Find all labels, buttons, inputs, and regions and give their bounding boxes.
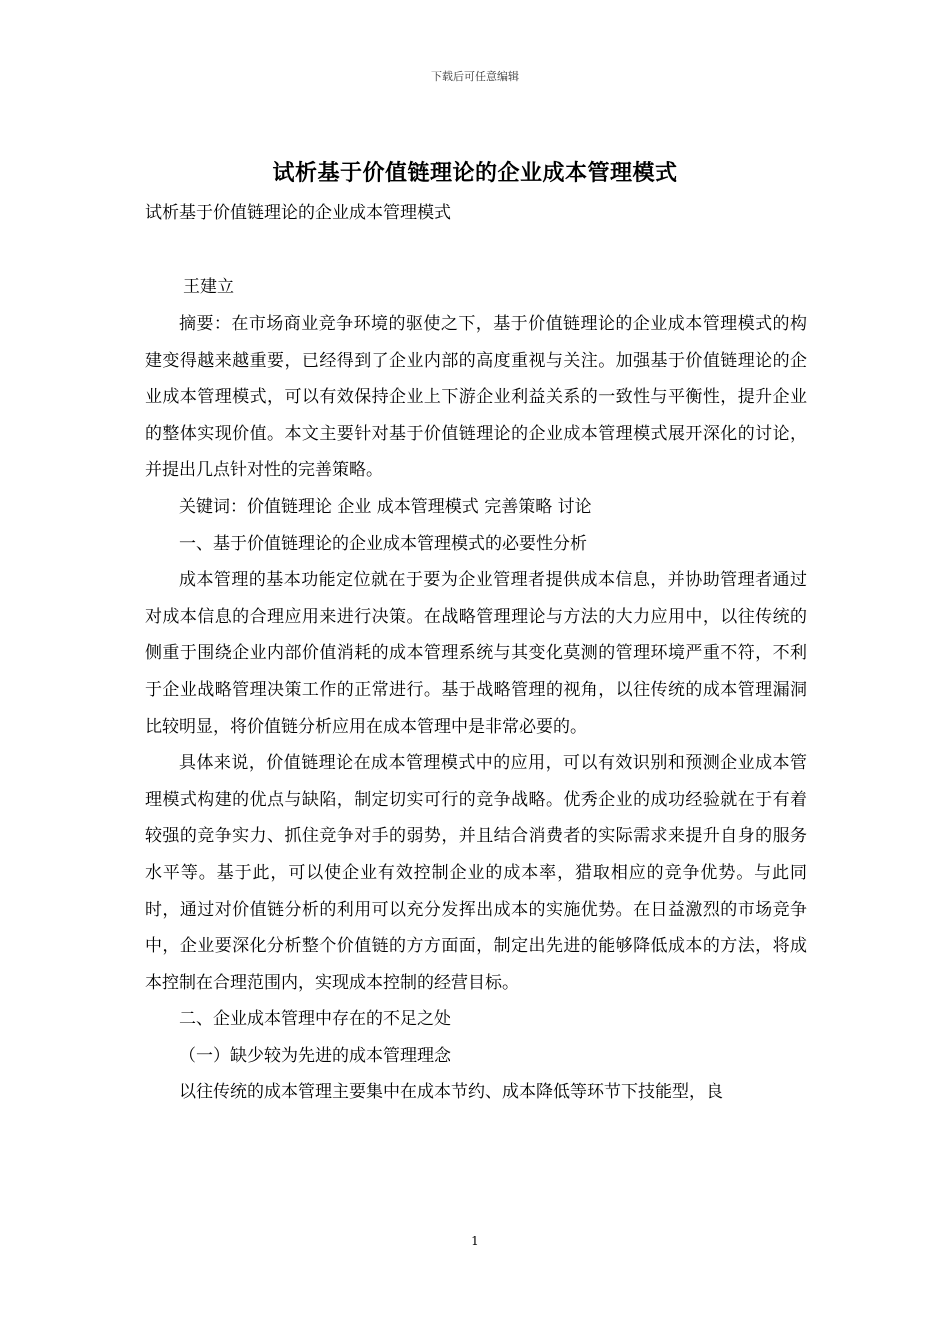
author-name: 王建立 xyxy=(183,277,234,297)
section1-paragraph-2: 具体来说，价值链理论在成本管理模式中的应用，可以有效识别和预测企业成本管理模式构建的优点与缺陷，制定切实可行的竞争战略。优秀企业的成功经验就在于有着较强的竞争实力、抓住竞争对手的弱势，并且结合消费者的实际需求来提升自身的服务水平等。基于此，可以使企业有效控制企业的成本率，猎取相应的竞争优势。与此同时，通过对价值链分析的利用可以充分发挥出成本的实施优势。在日益激烈的市场竞争中，企业要深化分析整个价值链的方方面面，制定出先进的能够降低成本的方法，将成本控制在合理范围内，实现成本控制的经营目标。 xyxy=(145,753,807,993)
document-body xyxy=(145,306,807,1111)
header-note: 下载后可任意编辑 xyxy=(431,70,519,83)
section2-paragraph-1: 以往传统的成本管理主要集中在成本节约、成本降低等环节下技能型，良 xyxy=(179,1082,723,1103)
document-title: 试析基于价值链理论的企业成本管理模式 xyxy=(272,160,678,186)
document-subtitle: 试析基于价值链理论的企业成本管理模式 xyxy=(145,203,451,223)
section-heading-1: 一、基于价值链理论的企业成本管理模式的必要性分析 xyxy=(179,533,587,554)
section-heading-2: 二、企业成本管理中存在的不足之处 xyxy=(179,1009,451,1030)
abstract-paragraph: 摘要：在市场商业竞争环境的驱使之下，基于价值链理论的企业成本管理模式的构建变得越来越重要，已经得到了企业内部的高度重视与关注。加强基于价值链理论的企业成本管理模式，可以有效保持企业上下游企业利益关系的一致性与平衡性，提升企业的整体实现价值。本文主要针对基于价值链理论的企业成本管理模式展开深化的讨论，并提出几点针对性的完善策略。 xyxy=(145,314,807,481)
subsection-heading-2-1: （一）缺少较为先进的成本管理理念 xyxy=(179,1045,451,1066)
keywords-line: 关键词：价值链理论 企业 成本管理模式 完善策略 讨论 xyxy=(179,496,592,517)
page-number: 1 xyxy=(471,1234,479,1248)
section1-paragraph-1: 成本管理的基本功能定位就在于要为企业管理者提供成本信息，并协助管理者通过对成本信息的合理应用来进行决策。在战略管理理论与方法的大力应用中，以往传统的侧重于围绕企业内部价值消耗的成本管理系统与其变化莫测的管理环境严重不符，不利于企业战略管理决策工作的正常进行。基于战略管理的视角，以往传统的成本管理漏洞比较明显，将价值链分析应用在成本管理中是非常必要的。 xyxy=(145,570,807,737)
